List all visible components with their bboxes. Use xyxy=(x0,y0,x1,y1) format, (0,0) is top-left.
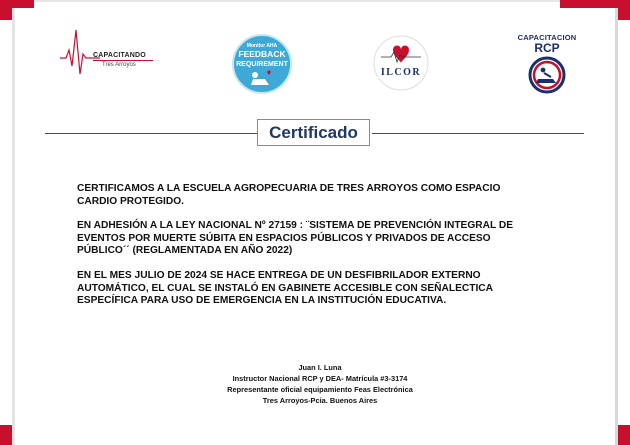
signature-location: Tres Arroyos-Pcia. Buenos Aires xyxy=(262,396,378,405)
corner-bottom-right xyxy=(618,425,630,445)
rcp-text: RCP xyxy=(534,41,560,55)
title-rule-left xyxy=(45,133,257,134)
heart-icon xyxy=(393,46,409,64)
capacitando-logo xyxy=(60,28,170,76)
signature-representative: Representante oficial equipamiento Feas Electrónica xyxy=(227,385,413,394)
capacitacion-rcp-logo xyxy=(507,33,587,97)
badge-line1: FEEDBACK xyxy=(238,49,286,59)
badge-line2: REQUIREMENT xyxy=(236,61,288,68)
ilcor-acronym: ILCOR xyxy=(380,67,422,78)
cpr-shield-icon xyxy=(507,55,587,95)
paragraph-defibrillator: EN EL MES JULIO DE 2024 SE HACE ENTREGA DE UN DESFIBRILADOR EXTERNO AUTOMÁTICO, EL CUAL SE INSTALÓ EN GABINETE ACCESIBLE CON SEÑALECTICA ESPECÍFICA PARA USO DE EMERGENCIA EN LA INSTITUCIÓN EDUCATIVA. xyxy=(77,270,494,306)
corner-top-right-bar xyxy=(560,0,630,8)
certificate-title: Certificado xyxy=(257,119,370,146)
title-rule-right xyxy=(372,133,584,134)
capacitando-rule xyxy=(93,60,153,61)
capacitando-location: Tres Arroyos xyxy=(102,62,136,68)
corner-top-left-bar xyxy=(0,0,34,8)
ilcor-logo xyxy=(367,33,435,99)
frame-left-gray-rule xyxy=(12,0,15,445)
signature-role: Instructor Nacional RCP y DEA- Matrícula #3-3174 xyxy=(232,374,408,383)
corner-bottom-left xyxy=(0,425,12,445)
feedback-requirement-logo xyxy=(231,33,293,95)
frame-top-gray-rule xyxy=(34,0,560,2)
paragraph-law: EN ADHESIÓN A LA LEY NACIONAL Nº 27159 : ¨SISTEMA DE PREVENCIÓN INTEGRAL DE EVENTOS POR MUERTE SÚBITA EN ESPACIOS PÚBLICOS Y PRIVADOS DE ACCESO PÚBLICO´´ (REGLAMENTADA EN AÑO 2022) xyxy=(77,220,513,256)
capacitando-name: CAPACITANDO xyxy=(93,52,146,59)
capacitacion-text: CAPACITACION xyxy=(517,33,577,42)
frame-right-gray-rule xyxy=(615,0,618,445)
signature-name: Juan I. Luna xyxy=(298,363,342,372)
paragraph-certification: CERTIFICAMOS A LA ESCUELA AGROPECUARIA DE TRES ARROYOS COMO ESPACIO CARDIO PROTEGIDO. xyxy=(77,183,501,207)
badge-small-text: Monitor AHA xyxy=(246,43,278,49)
